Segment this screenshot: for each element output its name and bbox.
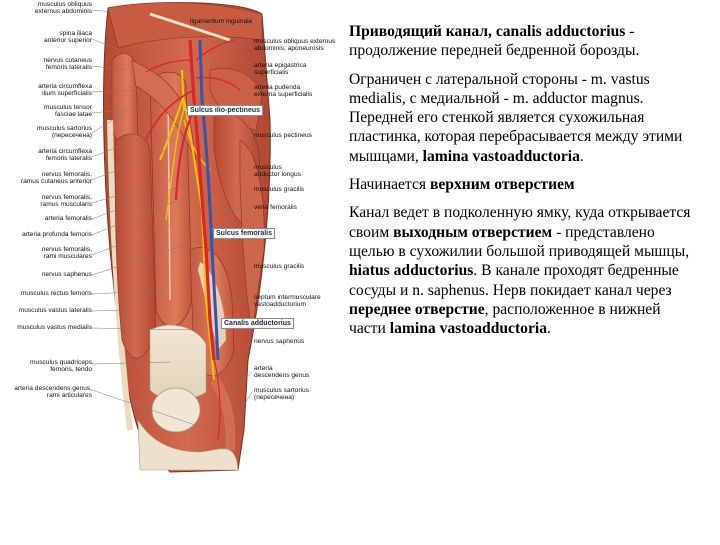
label-gracilis-lower: musculus gracilis: [254, 263, 305, 270]
label-nervus-saphenus-right: nervus saphenus: [254, 338, 305, 345]
label-obliquus-aponeurosis: musculus obliquus externus abdominis, aponeurosis: [254, 38, 336, 53]
label-adductor-longus: musculus adductor longus: [254, 164, 301, 179]
label-arteria-femoralis: arteria femoralis: [44, 215, 92, 222]
paragraph-entry: Начинается верхним отверстием: [349, 176, 575, 194]
label-descendens-genus: arteria descendens genus: [254, 365, 310, 380]
label-pudenda-externa: arteria pudenda externa superficialis: [254, 84, 313, 99]
label-septum-intermusculare: septum intermusculare vastoadductorium: [254, 294, 321, 309]
label-femoralis-muscularis: nervus femoralis, ramus muscularis: [40, 194, 92, 209]
label-sartorius-left: musculus sartorius (пересечена): [37, 125, 92, 140]
label-tensor-fasciae-latae: musculus tensor fasciae latae: [43, 104, 92, 119]
label-quadriceps-tendo: musculus quadriceps femoris, tendo: [30, 359, 92, 374]
thigh-anatomy-illustration: [0, 0, 345, 540]
label-obliquus-externus-abdominis: musculus obliquus externus abdominis: [34, 1, 92, 16]
label-epigastrica-superficialis: arteria epigastrica superficialis: [254, 62, 307, 77]
paragraph-definition: Приводящий канал, canalis adductorius - продолжение передней бедренной борозды.: [349, 23, 640, 60]
label-vena-femoralis: vena femoralis: [254, 204, 297, 211]
label-descendens-genus-articulares: arteria descendens genus, rami articulares: [14, 385, 92, 400]
paragraph-course: Канал ведет в подколенную ямку, куда открывается своим выходным отверстием - представлено щелью в сухожилии большой приводящей мышцы, hiatus adductorius. В канале проходят бедренные сосуды и n. saphenus. Нерв покидает канал через переднее отверстие, расположенное в нижней части lamina vastoadductoria.: [349, 204, 691, 338]
patella: [152, 388, 200, 432]
label-pectineus: musculus pectineus: [254, 132, 312, 139]
label-rectus-femoris: musculus rectus femoris: [20, 290, 92, 297]
tag-sulcus-femoralis: Sulcus femoralis: [213, 228, 275, 239]
label-nervus-saphenus-left: nervus saphenus: [41, 271, 92, 278]
label-circumflexa-femoris-lateralis: arteria circumflexa femoris lateralis: [38, 148, 92, 163]
label-spina-iliaca: spina iliaca anterior superior: [43, 30, 92, 45]
vastus-lateralis-muscle: [115, 134, 156, 358]
label-profunda-femoris: arteria profunda femoris: [21, 231, 92, 238]
label-ligamentum-inguinale: ligamentum inguinale: [190, 18, 253, 25]
label-vastus-lateralis: musculus vastus lateralis: [18, 307, 92, 314]
canal-title: Приводящий канал, canalis adductorius: [349, 23, 626, 40]
label-femoralis-cutaneus: nervus femoralis, ramus cutaneus anterior: [20, 171, 92, 186]
tag-canalis-adductorius: Canalis adductorius: [221, 318, 294, 329]
label-femoralis-musculares: nervus femoralis, rami musculares: [41, 246, 92, 261]
tag-sulcus-ilio-pectineus: Sulcus ilio-pectineus: [187, 105, 263, 116]
label-vastus-medialis: musculus vastus medialis: [17, 324, 92, 331]
label-gracilis-upper: musculus gracilis: [254, 186, 305, 193]
label-cutaneus-femoris-lateralis: nervus cutaneus femoris lateralis: [43, 57, 92, 72]
label-sartorius-right: musculus sartorius (пересечена): [254, 387, 309, 402]
paragraph-boundaries: Ограничен с латеральной стороны - m. vastus medialis, с медиальной - m. adductor magnus. Передней его стенкой является сухожильная пластинка, которая перебрасывается между этими мышцами, lamina vastoadductoria.: [349, 70, 683, 165]
description-text: [349, 22, 699, 347]
label-circumflexa-ilium: arteria circumflexa ilium superficialis: [38, 83, 92, 98]
